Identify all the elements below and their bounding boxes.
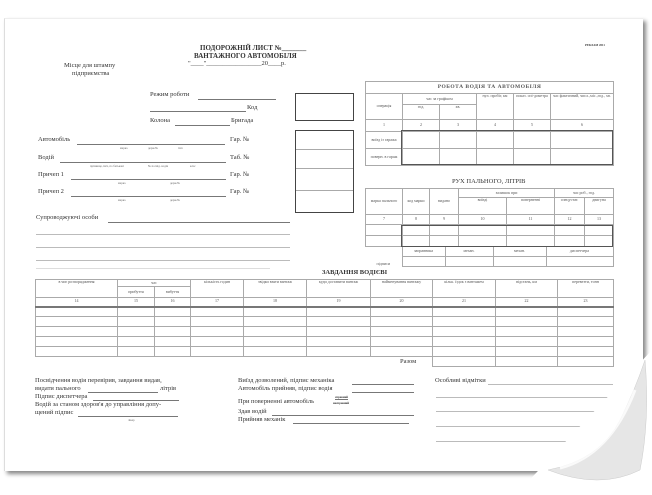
- num: 3: [440, 120, 477, 132]
- num: 21: [433, 298, 496, 307]
- col-worktime: час роб., год.: [555, 189, 614, 198]
- notes-line[interactable]: [488, 384, 613, 385]
- cell[interactable]: [118, 347, 155, 357]
- col-schedule: час за графіком: [403, 94, 477, 105]
- num: 6: [551, 120, 614, 132]
- cell[interactable]: [371, 327, 433, 337]
- col-hours: кількість годин: [191, 280, 244, 298]
- total-tons[interactable]: [558, 357, 614, 367]
- col-return: поверненні: [507, 198, 555, 215]
- sign-cell[interactable]: [493, 257, 546, 267]
- cell[interactable]: [477, 132, 514, 149]
- signer-mech2: механ.: [493, 247, 546, 257]
- num: 8: [403, 215, 430, 225]
- col-fuel-brand: марка пального: [366, 189, 403, 215]
- table-row: [36, 337, 614, 347]
- work-mode-label: Режим роботи: [150, 91, 190, 98]
- driver-field[interactable]: [60, 162, 226, 163]
- trailer1-sub-plate: держ.№: [170, 181, 181, 185]
- trailer1-sub-brand: марка: [118, 181, 126, 185]
- col-engine: двигуна: [585, 198, 614, 215]
- cell[interactable]: [155, 317, 191, 327]
- footer-m2: Автомобіль прийняв, підпис водія: [238, 385, 333, 392]
- cell[interactable]: [36, 307, 118, 317]
- cell[interactable]: [496, 327, 558, 337]
- col-hours: год.: [403, 105, 440, 120]
- cell[interactable]: [558, 347, 614, 357]
- col-issued: видано: [430, 189, 459, 215]
- cell[interactable]: [36, 347, 118, 357]
- cell[interactable]: [433, 347, 496, 357]
- col-min: хв.: [440, 105, 477, 120]
- cell[interactable]: [440, 132, 477, 149]
- doctor-sub: лікар: [128, 418, 135, 422]
- form-subtitle: ВАНТАЖНОГО АВТОМОБІЛЯ: [194, 52, 297, 60]
- column-field[interactable]: [175, 125, 230, 126]
- cell[interactable]: [191, 307, 244, 317]
- col-fuel-code: код марки: [403, 189, 430, 215]
- cell[interactable]: [496, 307, 558, 317]
- cell[interactable]: [191, 337, 244, 347]
- cell[interactable]: [191, 347, 244, 357]
- num: 5: [514, 120, 551, 132]
- cell[interactable]: [307, 327, 371, 337]
- num: 13: [585, 215, 614, 225]
- sign-cell[interactable]: [546, 257, 613, 267]
- num: 19: [307, 298, 371, 307]
- cell[interactable]: [244, 347, 307, 357]
- escort-label: Супроводжуючі особи: [36, 214, 99, 221]
- footer-l2: видати пального: [35, 385, 81, 392]
- col-arrive: прибуття: [118, 287, 155, 298]
- cell[interactable]: [555, 236, 585, 247]
- cell[interactable]: [585, 225, 614, 236]
- col-cargo: найменування вантажу: [371, 280, 433, 298]
- trailer2-field[interactable]: [71, 196, 226, 197]
- cell[interactable]: [430, 225, 459, 236]
- stamp-place: Місце для штампу: [64, 62, 116, 69]
- cell[interactable]: [155, 347, 191, 357]
- num: 1: [366, 120, 403, 132]
- escort-line-5[interactable]: [36, 268, 270, 269]
- num: 7: [366, 215, 403, 225]
- work-table-title: РОБОТА ВОДІЯ ТА АВТОМОБІЛЯ: [366, 82, 614, 94]
- num: 14: [36, 298, 118, 307]
- trailer1-label: Причеп 1: [38, 171, 64, 178]
- work-mode-field[interactable]: [198, 99, 276, 100]
- total-trips[interactable]: [433, 357, 496, 367]
- col-speedo: показ. спі-дометра: [514, 94, 551, 120]
- notes-line[interactable]: [436, 441, 613, 442]
- cell[interactable]: [118, 317, 155, 327]
- doctor-sign-field[interactable]: [78, 416, 178, 417]
- car-garage-label: Гар. №: [230, 136, 250, 143]
- escort-line-3[interactable]: [36, 247, 290, 248]
- total-row: [432, 356, 614, 367]
- cell[interactable]: [155, 307, 191, 317]
- cell[interactable]: [507, 236, 555, 247]
- cell[interactable]: [433, 327, 496, 337]
- cell[interactable]: [403, 236, 430, 247]
- num: 16: [155, 298, 191, 307]
- col-odometer: нул. пробіг, км: [477, 94, 514, 120]
- cell[interactable]: [496, 347, 558, 357]
- footer-l5: щений підпис: [35, 409, 74, 416]
- table-row: [36, 327, 614, 337]
- car-sub-brand: марка: [120, 146, 128, 150]
- table-row: [36, 317, 614, 327]
- cell[interactable]: [433, 337, 496, 347]
- notes-line[interactable]: [436, 397, 613, 398]
- fuel-issued-field[interactable]: [88, 392, 158, 393]
- trailer2-garage-label: Гар. №: [230, 188, 250, 195]
- condition-ok[interactable]: справний: [335, 395, 349, 399]
- condition-faulty[interactable]: несправний: [333, 401, 350, 405]
- cell[interactable]: [244, 327, 307, 337]
- cell[interactable]: [307, 347, 371, 357]
- trailer1-garage-label: Гар. №: [230, 171, 250, 178]
- num: 2: [403, 120, 440, 132]
- car-field[interactable]: [77, 144, 225, 145]
- total-distance[interactable]: [496, 357, 558, 367]
- col-depart: вибуття: [155, 287, 191, 298]
- code-field[interactable]: [150, 111, 246, 112]
- sign-cell[interactable]: [445, 257, 493, 267]
- footer-l3: Підпис диспетчера: [35, 393, 88, 400]
- work-table: [365, 81, 614, 166]
- footer-l2b: літрів: [160, 385, 177, 392]
- col-remain: залишок при: [459, 189, 555, 198]
- num: 18: [244, 298, 307, 307]
- fuel-title: РУХ ПАЛЬНОГО, ЛІТРІВ: [452, 178, 526, 185]
- col-exit: виїзді: [459, 198, 507, 215]
- cell[interactable]: [118, 327, 155, 337]
- driver-sub-license: № посвід. водія: [148, 164, 168, 168]
- col-tons: перевезти, тонн: [558, 280, 614, 298]
- cell[interactable]: [558, 307, 614, 317]
- escort-field[interactable]: [108, 222, 290, 223]
- driver-tab-label: Таб. №: [230, 154, 250, 161]
- driver-sub-name: прізвище, ім'я, по батькові: [90, 164, 124, 168]
- form-title: ПОДОРОЖНІЙ ЛИСТ №_______: [200, 44, 307, 52]
- table-row: [36, 307, 614, 317]
- cell[interactable]: [155, 327, 191, 337]
- signatures-label: підписи: [376, 260, 390, 266]
- cell[interactable]: [36, 337, 118, 347]
- cell[interactable]: [555, 225, 585, 236]
- cell[interactable]: [433, 307, 496, 317]
- num: 10: [459, 215, 507, 225]
- cell[interactable]: [191, 317, 244, 327]
- stamp-place-2: підприємства: [72, 70, 110, 77]
- cell[interactable]: [477, 149, 514, 166]
- task-table: [35, 279, 614, 357]
- cell[interactable]: [430, 236, 459, 247]
- cell[interactable]: [558, 317, 614, 327]
- cell[interactable]: [496, 337, 558, 347]
- trailer2-sub-brand: марка: [118, 198, 126, 202]
- cell[interactable]: [307, 337, 371, 347]
- cell[interactable]: [585, 236, 614, 247]
- cell[interactable]: [551, 132, 614, 149]
- footer-l4: Водій за станом здоров'я до управління допу-: [35, 401, 162, 408]
- cell[interactable]: [244, 337, 307, 347]
- cell[interactable]: [459, 236, 507, 247]
- footer-m3: При поверненні автомобіль: [238, 398, 315, 405]
- num: 9: [430, 215, 459, 225]
- cell[interactable]: [244, 317, 307, 327]
- table-row: [366, 225, 614, 236]
- cell[interactable]: [403, 149, 440, 166]
- trailer2-label: Причеп 2: [38, 188, 64, 195]
- brigade-label: Бригада: [231, 117, 254, 124]
- table-row: [366, 236, 614, 247]
- trailer1-field[interactable]: [71, 179, 226, 180]
- publisher-mark: РЕКЛАМ 2011: [585, 43, 605, 47]
- cell[interactable]: [366, 225, 403, 236]
- cell[interactable]: [507, 225, 555, 236]
- code-box[interactable]: [295, 93, 354, 121]
- cell[interactable]: [155, 337, 191, 347]
- signer-mech1: механ.: [445, 247, 493, 257]
- footer-m4: Здав водій: [238, 408, 267, 415]
- notes-label: Особливі відмітки: [435, 377, 486, 384]
- driver-sign-field[interactable]: [352, 392, 414, 393]
- num: 4: [477, 120, 514, 132]
- col-actual: час фактичний, числ.,міс.,год., хв.: [551, 94, 614, 120]
- row-label-return: поверн. в гараж: [366, 149, 403, 166]
- cell[interactable]: [307, 307, 371, 317]
- fuel-signatures: [365, 246, 614, 267]
- notes-line[interactable]: [436, 426, 613, 427]
- trailer2-sub-plate: держ.№: [170, 198, 181, 202]
- car-sub-type: тип: [178, 146, 183, 150]
- total-label: Разом: [400, 358, 417, 365]
- cell[interactable]: [191, 327, 244, 337]
- footer-m5: Прийняв механік: [238, 416, 286, 423]
- cell[interactable]: [36, 327, 118, 337]
- car-sub-plate: держ.№: [148, 146, 159, 150]
- col-to: куди доставити вантаж: [307, 280, 371, 298]
- cell[interactable]: [433, 317, 496, 327]
- sign-cell[interactable]: [402, 257, 445, 267]
- task-title: ЗАВДАННЯ ВОДІЄВІ: [322, 269, 388, 276]
- cell[interactable]: [558, 327, 614, 337]
- num: 12: [555, 215, 585, 225]
- cell[interactable]: [403, 132, 440, 149]
- form-date: "____"_________________20____р.: [188, 60, 286, 67]
- col-distance: відстань, км: [496, 280, 558, 298]
- cell[interactable]: [440, 149, 477, 166]
- num: 20: [371, 298, 433, 307]
- cell[interactable]: [244, 307, 307, 317]
- footer-l1: Посвідчення водія перевірив, завдання видав,: [35, 377, 162, 384]
- col-from: звідки взяти вантаж: [244, 280, 307, 298]
- col-order: в чиє розпорядження: [36, 280, 118, 298]
- cell[interactable]: [371, 337, 433, 347]
- cell[interactable]: [366, 236, 403, 247]
- num: 17: [191, 298, 244, 307]
- notes-line[interactable]: [436, 411, 613, 412]
- cell[interactable]: [558, 337, 614, 347]
- cell[interactable]: [514, 132, 551, 149]
- cell[interactable]: [496, 317, 558, 327]
- col-trips: кільк. їздок з вантажем: [433, 280, 496, 298]
- num: 15: [118, 298, 155, 307]
- table-row: [366, 149, 614, 166]
- cell[interactable]: [403, 225, 430, 236]
- col-special: спецустат.: [555, 198, 585, 215]
- received-by-mechanic-field[interactable]: [293, 423, 409, 424]
- cell[interactable]: [118, 307, 155, 317]
- escort-line-4[interactable]: [36, 260, 290, 261]
- row-label-exit: виїзд із гаража: [366, 132, 403, 149]
- cell[interactable]: [459, 225, 507, 236]
- cell[interactable]: [371, 317, 433, 327]
- num: 11: [507, 215, 555, 225]
- col-operation: операція: [366, 94, 403, 120]
- column-label: Колона: [150, 117, 171, 124]
- cell[interactable]: [307, 317, 371, 327]
- fuel-table: [365, 188, 614, 247]
- num: 23: [558, 298, 614, 307]
- numbers-box[interactable]: [295, 130, 354, 213]
- signer-fueler: заправника: [402, 247, 445, 257]
- car-label: Автомобіль: [38, 136, 71, 143]
- table-row: [36, 347, 614, 357]
- escort-line-2[interactable]: [36, 234, 290, 235]
- cell[interactable]: [551, 149, 614, 166]
- cell[interactable]: [118, 337, 155, 347]
- handed-by-driver-field[interactable]: [272, 415, 414, 416]
- num: 22: [496, 298, 558, 307]
- col-time: час: [118, 280, 191, 287]
- cell[interactable]: [371, 307, 433, 317]
- cell[interactable]: [371, 347, 433, 357]
- cell[interactable]: [514, 149, 551, 166]
- signer-dispatcher: диспетчера: [546, 247, 613, 257]
- driver-sub-class: клас: [190, 164, 196, 168]
- driver-label: Водій: [38, 154, 54, 161]
- cell[interactable]: [36, 317, 118, 327]
- footer-m1: Виїзд дозволений, підпис механіка: [238, 377, 335, 384]
- mechanic-sign-field[interactable]: [352, 384, 414, 385]
- table-row: [366, 132, 614, 149]
- code-label: Код: [247, 104, 258, 111]
